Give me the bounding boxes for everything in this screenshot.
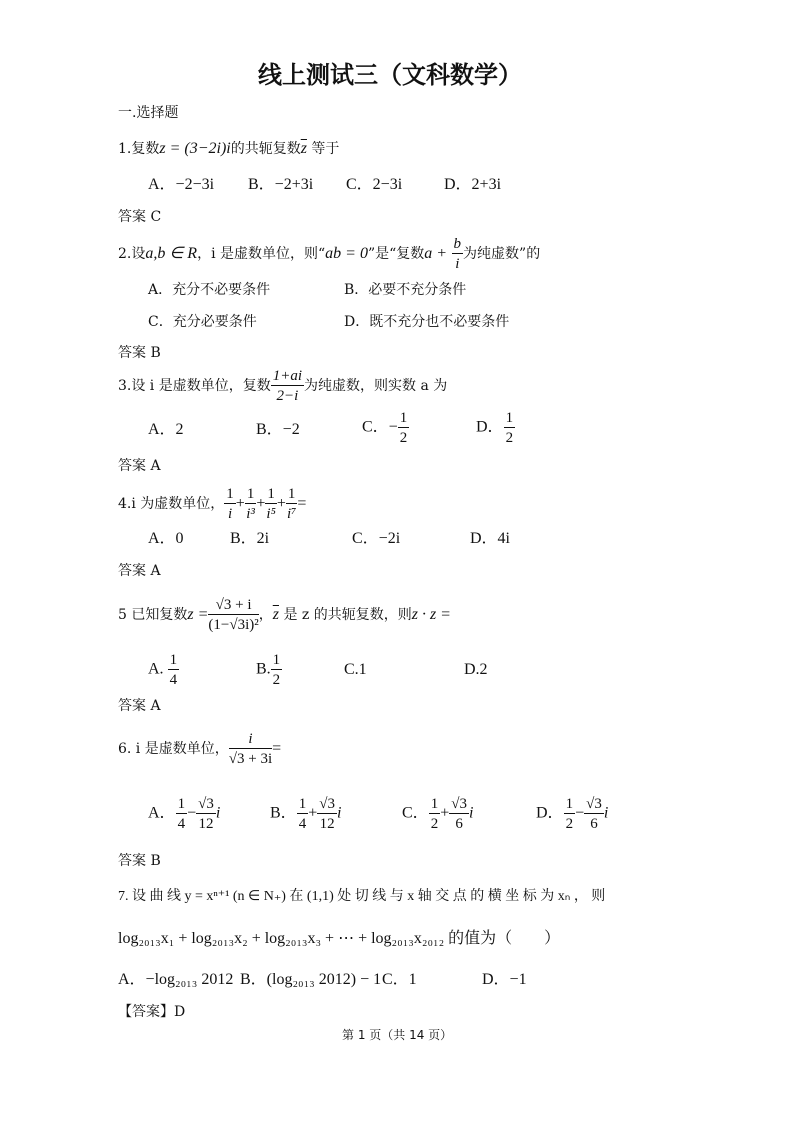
question-2-option-c: C．充分必要条件 xyxy=(148,314,257,330)
question-3-option-c: C．− $\frac{1}{2}$ xyxy=(362,410,408,446)
question-4-option-d: D．4i xyxy=(470,530,511,547)
question-6-stem: 6. i 是虚数单位， $\frac{i}{√3 + 3i}$ = xyxy=(118,731,282,767)
question-2-option-a: A．充分不必要条件 xyxy=(148,282,271,298)
question-4-stem: 4.i 为虚数单位， $\frac{1}{i}$ + $\frac{1}{\text{i³}}$ + $\frac{1}{\text{i⁵}}$ + $\frac{1}{\text{i⁷}}$ = xyxy=(118,486,307,522)
section-heading: 一.选择题 xyxy=(118,105,179,121)
question-4-answer: 答案 A xyxy=(118,563,161,579)
question-1-option-a: A．−2−3i xyxy=(148,176,215,193)
question-5-option-c: C.1 xyxy=(344,661,367,678)
question-5-answer: 答案 A xyxy=(118,698,161,714)
question-6-option-b: B． $\frac{1}{4}$ + $\frac{√3}{12}$ i xyxy=(270,796,342,832)
page-title: 线上测试三（文科数学） xyxy=(258,61,522,89)
question-3-answer: 答案 A xyxy=(118,458,161,474)
question-5-option-d: D.2 xyxy=(464,661,488,678)
question-7-answer: 【答案】D xyxy=(118,1004,186,1020)
question-4-option-a: A．0 xyxy=(148,530,184,547)
question-2-option-b: B．必要不充分条件 xyxy=(344,282,467,298)
question-2-answer: 答案 B xyxy=(118,345,161,361)
question-4-option-c: C．−2i xyxy=(352,530,401,547)
question-5-option-a: A. $\frac{1}{4}$ xyxy=(148,652,178,688)
question-1-option-c: C．2−3i xyxy=(346,176,403,193)
question-5-option-b: B. $\frac{1}{2}$ xyxy=(256,652,281,688)
question-6-option-c: C． $\frac{1}{2}$ + $\frac{√3}{6}$ i xyxy=(402,796,474,832)
question-4-option-b: B．2i xyxy=(230,530,270,547)
question-7-option-c: C．1 xyxy=(382,971,417,988)
question-1-stem: 1.复数z = (3−2i)i的共轭复数$\overline{z}$ 等于 xyxy=(118,140,340,157)
question-3-fraction: $\frac{1+ai}{2-i}$ xyxy=(272,368,303,404)
page-footer: 第 1 页（共 14 页） xyxy=(342,1028,453,1042)
question-3-stem: 3.设 i 是虚数单位，复数 $\frac{1+ai}{2-i}$ 为纯虚数，则实数 a 为 xyxy=(118,368,448,404)
question-2-option-d: D．既不充分也不必要条件 xyxy=(344,314,510,330)
question-3-option-b: B．−2 xyxy=(256,421,300,438)
question-7-stem-line-2: log₂₀₁₃x₁ + log₂₀₁₃x₂ + log₂₀₁₃x₃ + ⋯ + log₂₀₁₃x₂₀₁₂ 的值为（ ） xyxy=(118,930,561,947)
question-2-stem: 2.设a,b ∈ R，i 是虚数单位，则“ab = 0”是“复数a + $\frac{b}{i}$ 为纯虚数”的 xyxy=(118,236,541,272)
question-7-option-a: A．−log₂₀₁₃ 2012 xyxy=(118,971,234,988)
question-6-option-a: A． $\frac{1}{4}$ − $\frac{√3}{12}$ i xyxy=(148,796,221,832)
question-2-fraction: $\frac{b}{i}$ xyxy=(453,236,462,272)
question-1-answer: 答案 C xyxy=(118,209,162,225)
question-1-option-d: D．2+3i xyxy=(444,176,502,193)
question-7-option-d: D．−1 xyxy=(482,971,527,988)
question-5-stem: 5 已知复数z = $\frac{√3 + i}{\text{(1−√3i)²}}$ ，$\overline{z}$ 是 z 的共轭复数，则z · z = xyxy=(118,597,451,633)
question-1-option-b: B．−2+3i xyxy=(248,176,314,193)
question-6-option-d: D． $\frac{1}{2}$ − $\frac{√3}{6}$ i xyxy=(536,796,609,832)
question-7-stem-line-1: 7. 设 曲 线 y = xⁿ⁺¹ (n ∈ N₊) 在 (1,1) 处 切 线 与 x 轴 交 点 的 横 坐 标 为 xₙ ， 则 xyxy=(118,889,606,904)
question-7-option-b: B．(log₂₀₁₃ 2012) − 1 xyxy=(240,971,382,988)
question-6-answer: 答案 B xyxy=(118,853,161,869)
question-3-option-a: A．2 xyxy=(148,421,184,438)
question-3-option-d: D． $\frac{1}{2}$ xyxy=(476,410,514,446)
